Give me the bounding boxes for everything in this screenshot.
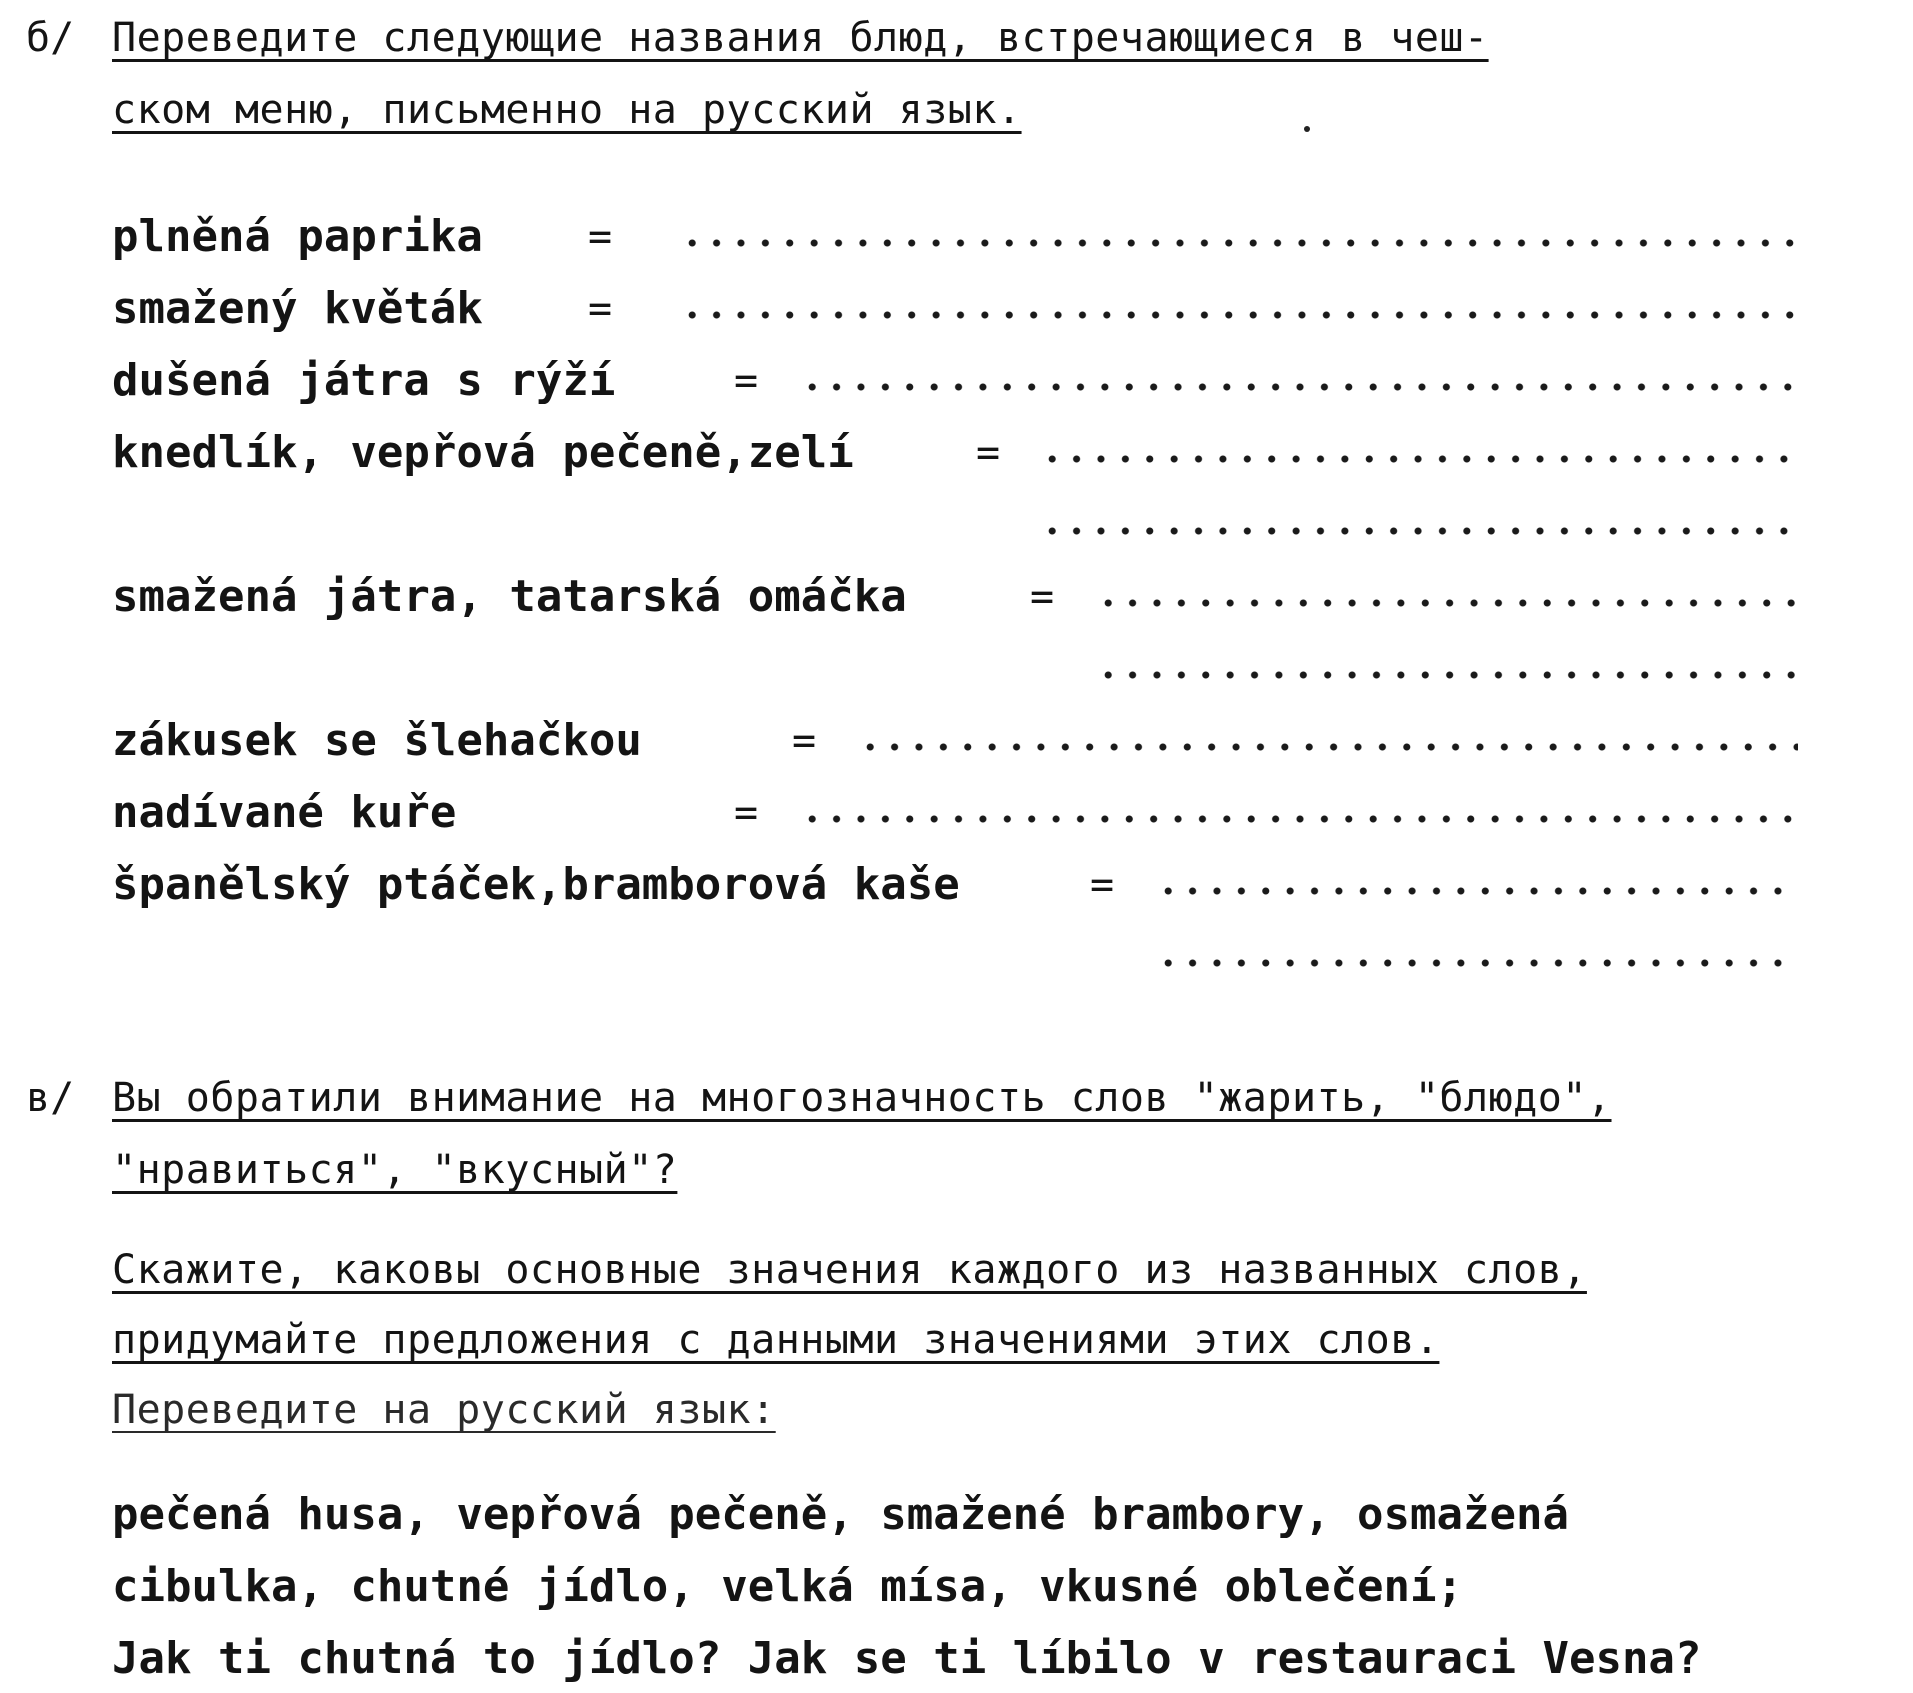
translation-text-line2: cibulka, chutné jídlo, velká mísa, vkusné oblečení;	[112, 1561, 1464, 1612]
answer-blank	[1096, 599, 1798, 607]
answer-blank	[680, 239, 1798, 247]
equals-sign: =	[1030, 574, 1055, 620]
section-v-line3	[112, 1247, 1587, 1293]
equals-sign: =	[1090, 862, 1115, 908]
stray-mark	[1304, 126, 1310, 132]
dish-label: zákusek se šlehačkou	[112, 715, 642, 766]
dish-label: knedlík, vepřová pečeně,zelí	[112, 427, 854, 478]
dish-label: nadívané kuře	[112, 787, 457, 838]
section-b-heading-line2	[112, 87, 1022, 133]
section-v-line4-text: придумайте предложения с данными значениями этих слов.	[112, 1317, 1440, 1363]
answer-blank	[858, 743, 1798, 751]
answer-blank	[680, 311, 1798, 319]
equals-sign: =	[976, 430, 1001, 476]
section-b-heading-line1	[112, 15, 1489, 61]
answer-blank-continuation	[1156, 959, 1798, 967]
dish-label: smažená játra, tatarská omáčka	[112, 571, 907, 622]
section-v-marker: в/	[26, 1075, 75, 1121]
answer-blank	[1040, 455, 1798, 463]
equals-sign: =	[792, 718, 817, 764]
answer-blank	[800, 815, 1798, 823]
translation-text-line3: Jak ti chutná to jídlo? Jak se ti líbilo v restauraci Vesna?	[112, 1633, 1702, 1684]
answer-blank-continuation	[1096, 671, 1798, 679]
section-v-line4	[112, 1317, 1440, 1363]
translation-text-line1: pečená husa, vepřová pečeně, smažené brambory, osmažená	[112, 1489, 1569, 1540]
section-v-line1-text: Вы обратили внимание на многозначность слов "жарить, "блюдо",	[112, 1075, 1612, 1121]
dish-label: dušená játra s rýží	[112, 355, 616, 406]
section-b-marker: б/	[26, 15, 75, 61]
section-v-line1	[112, 1075, 1612, 1121]
answer-blank	[1156, 887, 1798, 895]
equals-sign: =	[734, 790, 759, 836]
section-b-heading-line1-text: Переведите следующие названия блюд, встречающиеся в чеш-	[112, 15, 1489, 61]
answer-blank	[800, 383, 1798, 391]
section-v-line5-text: Переведите на русский язык:	[112, 1387, 776, 1433]
equals-sign: =	[588, 214, 613, 260]
section-b-heading-line2-text: ском меню, письменно на русский язык.	[112, 87, 1022, 133]
equals-sign: =	[588, 286, 613, 332]
dish-label: plněná paprika	[112, 211, 483, 262]
equals-sign: =	[734, 358, 759, 404]
section-v-line2-text: "нравиться", "вкусный"?	[112, 1147, 678, 1193]
dish-label: smažený květák	[112, 283, 483, 334]
section-v-line5	[112, 1387, 776, 1433]
dish-label: španělský ptáček,bramborová kaše	[112, 859, 960, 910]
section-v-line3-text: Скажите, каковы основные значения каждого из названных слов,	[112, 1247, 1587, 1293]
section-v-line2	[112, 1147, 678, 1193]
answer-blank-continuation	[1040, 527, 1798, 535]
